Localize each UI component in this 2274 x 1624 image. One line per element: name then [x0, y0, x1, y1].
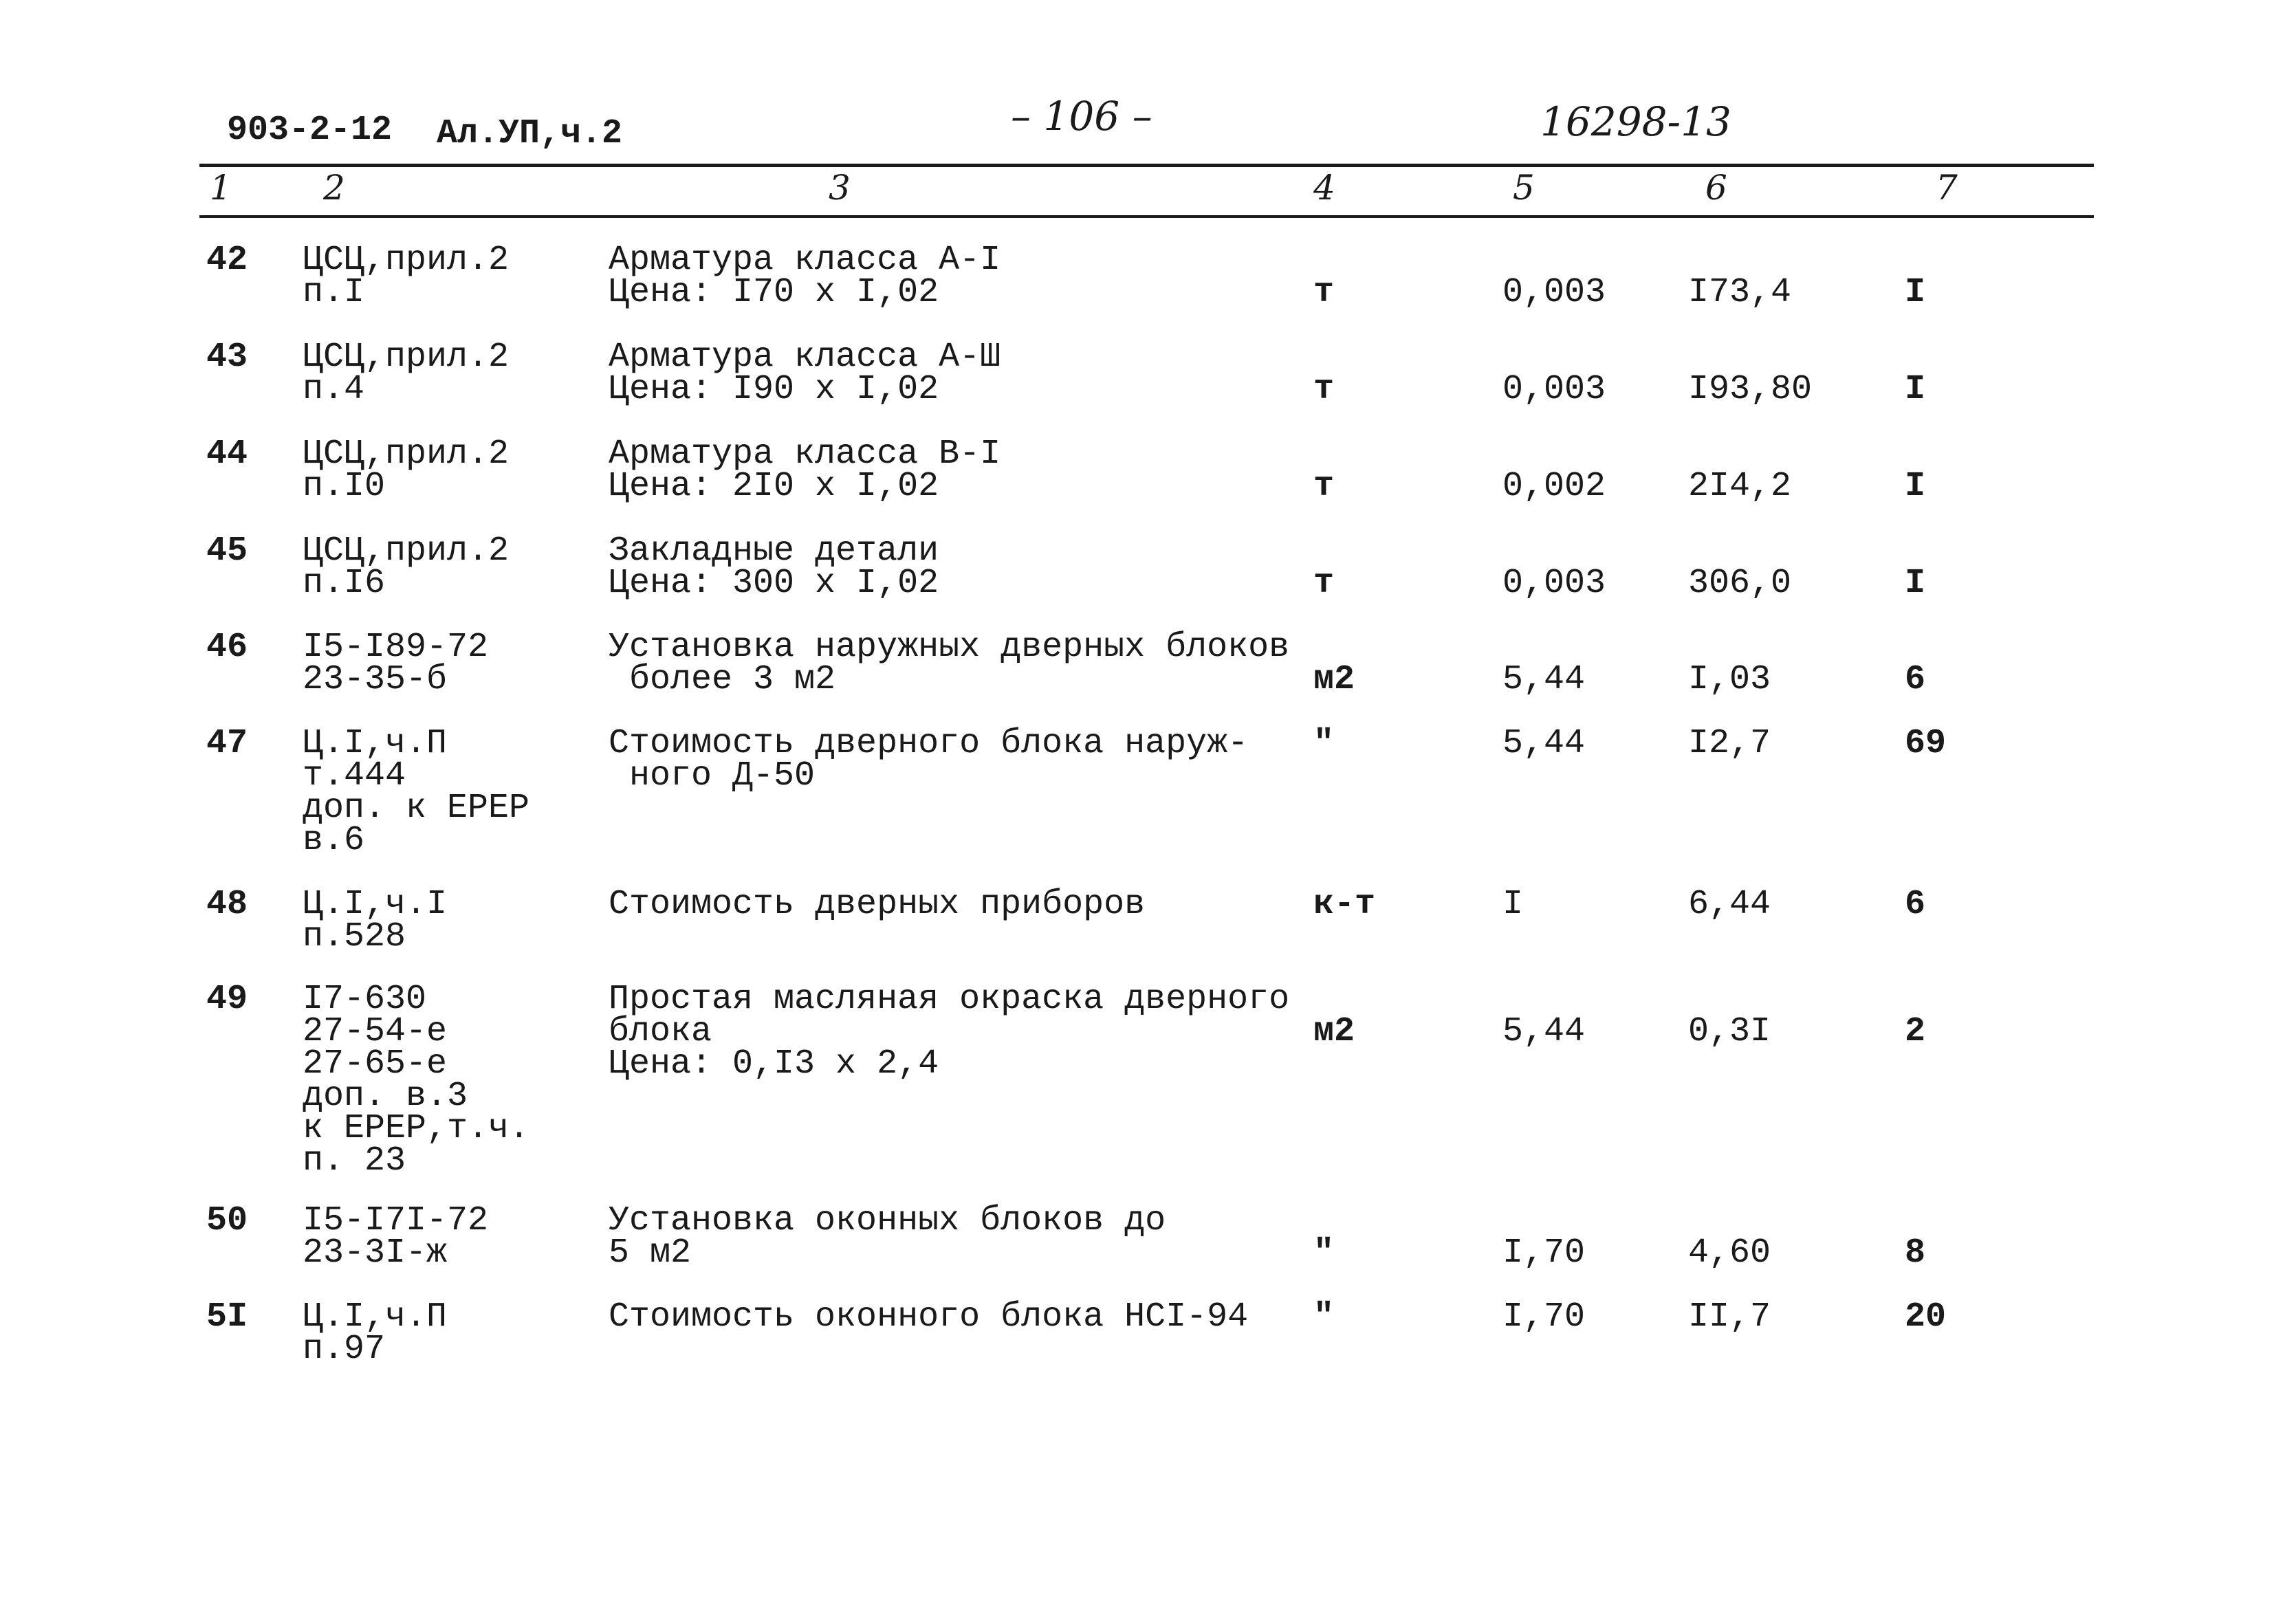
total-cost-cell: I — [1905, 467, 1926, 506]
quantity-cell: 0,003 — [1502, 370, 1606, 409]
quantity-cell: I,70 — [1502, 1233, 1586, 1273]
work-description-line: Арматура класса А-Ш — [609, 338, 1001, 377]
quantity-cell: 0,003 — [1502, 564, 1606, 603]
total-cost-cell: I — [1905, 370, 1926, 409]
row-number: 5I — [206, 1297, 248, 1337]
unit-price-cell: I2,7 — [1688, 724, 1771, 763]
unit-price-cell: II,7 — [1688, 1297, 1771, 1337]
work-description-line: более 3 м2 — [609, 660, 836, 699]
quantity-cell: 5,44 — [1502, 1012, 1586, 1051]
row-number: 47 — [206, 724, 248, 763]
total-cost-cell: 6 — [1905, 660, 1926, 699]
unit-cell: " — [1313, 724, 1335, 763]
total-cost-cell: 8 — [1905, 1233, 1926, 1273]
work-description-line: Арматура класса В-I — [609, 435, 1001, 474]
unit-cell: т — [1313, 564, 1335, 603]
unit-cell: к-т — [1313, 885, 1376, 924]
norm-reference-line: I7-630 — [303, 980, 427, 1019]
work-description-line: Стоимость дверного блока наруж- — [609, 724, 1249, 763]
norm-reference-line: ЦСЦ,прил.2 — [303, 241, 510, 280]
work-description-line: Арматура класса А-I — [609, 241, 1001, 280]
norm-reference-line: п.I — [303, 273, 365, 312]
norm-reference-line: 23-3I-ж — [303, 1233, 448, 1273]
unit-price-cell: 306,0 — [1688, 564, 1792, 603]
total-cost-cell: 6 — [1905, 885, 1926, 924]
work-description-line: Цена: I70 x I,02 — [609, 273, 939, 312]
norm-reference-line: т.444 — [303, 756, 406, 795]
norm-reference-line: п.I0 — [303, 467, 386, 506]
header-top-rule — [199, 164, 2094, 167]
work-description-line: Цена: 0,I3 x 2,4 — [609, 1044, 939, 1084]
column-number-6: 6 — [1705, 168, 1727, 208]
work-description-line: Простая масляная окраска дверного — [609, 980, 1290, 1019]
quantity-cell: I — [1502, 885, 1524, 924]
work-description-line: Цена: 2I0 x I,02 — [609, 467, 939, 506]
unit-price-cell: 6,44 — [1688, 885, 1771, 924]
norm-reference-line: п.4 — [303, 370, 365, 409]
norm-reference-line: доп. в.3 — [303, 1077, 468, 1116]
norm-reference-line: Ц.I,ч.I — [303, 885, 448, 924]
quantity-cell: 0,002 — [1502, 467, 1606, 506]
unit-price-cell: I,03 — [1688, 660, 1771, 699]
unit-price-cell: 2I4,2 — [1688, 467, 1792, 506]
norm-reference-line: ЦСЦ,прил.2 — [303, 338, 510, 377]
total-cost-cell: 20 — [1905, 1297, 1947, 1337]
unit-price-cell: I93,80 — [1688, 370, 1813, 409]
row-number: 43 — [206, 338, 248, 377]
work-description-line: Цена: I90 x I,02 — [609, 370, 939, 409]
quantity-cell: 5,44 — [1502, 724, 1586, 763]
album-ref: Ал.УП,ч.2 — [437, 114, 623, 153]
row-number: 50 — [206, 1201, 248, 1240]
norm-reference-line: п.97 — [303, 1330, 386, 1369]
row-number: 49 — [206, 980, 248, 1019]
norm-reference-line: 23-35-б — [303, 660, 448, 699]
page-number: – 106 – — [1011, 93, 1152, 140]
row-number: 48 — [206, 885, 248, 924]
row-number: 45 — [206, 531, 248, 571]
row-number: 46 — [206, 628, 248, 667]
column-number-7: 7 — [1936, 168, 1958, 208]
unit-cell: м2 — [1313, 1012, 1355, 1051]
quantity-cell: I,70 — [1502, 1297, 1586, 1337]
total-cost-cell: I — [1905, 273, 1926, 312]
work-description-line: 5 м2 — [609, 1233, 692, 1273]
total-cost-cell: 69 — [1905, 724, 1947, 763]
work-description-line: ного Д-50 — [609, 756, 816, 795]
norm-reference-line: I5-I89-72 — [303, 628, 489, 667]
norm-reference-line: 27-65-е — [303, 1044, 448, 1084]
doc-code: 903-2-12 — [227, 111, 393, 150]
work-description-line: Цена: 300 x I,02 — [609, 564, 939, 603]
column-number-3: 3 — [829, 168, 851, 208]
header-bottom-rule — [199, 215, 2094, 218]
work-description-line: Закладные детали — [609, 531, 939, 571]
unit-cell: т — [1313, 273, 1335, 312]
work-description-line: Стоимость дверных приборов — [609, 885, 1146, 924]
column-number-1: 1 — [210, 168, 232, 208]
norm-reference-line: в.6 — [303, 821, 365, 860]
norm-reference-line: Ц.I,ч.П — [303, 1297, 448, 1337]
norm-reference-line: доп. к ЕРЕР — [303, 789, 530, 828]
total-cost-cell: I — [1905, 564, 1926, 603]
work-description-line: Установка наружных дверных блоков — [609, 628, 1290, 667]
total-cost-cell: 2 — [1905, 1012, 1926, 1051]
work-description-line: Установка оконных блоков до — [609, 1201, 1166, 1240]
unit-cell: т — [1313, 467, 1335, 506]
norm-reference-line: п.I6 — [303, 564, 386, 603]
norm-reference-line: I5-I7I-72 — [303, 1201, 489, 1240]
norm-reference-line: ЦСЦ,прил.2 — [303, 435, 510, 474]
norm-reference-line: 27-54-е — [303, 1012, 448, 1051]
norm-reference-line: Ц.I,ч.П — [303, 724, 448, 763]
row-number: 44 — [206, 435, 248, 474]
unit-cell: " — [1313, 1233, 1335, 1273]
norm-reference-line: к ЕРЕР,т.ч. — [303, 1109, 530, 1148]
unit-cell: т — [1313, 370, 1335, 409]
work-description-line: Стоимость оконного блока НСI-94 — [609, 1297, 1249, 1337]
unit-cell: м2 — [1313, 660, 1355, 699]
unit-price-cell: 0,3I — [1688, 1012, 1771, 1051]
unit-price-cell: I73,4 — [1688, 273, 1792, 312]
inventory-number: 16298-13 — [1540, 98, 1731, 145]
column-number-5: 5 — [1513, 168, 1535, 208]
unit-price-cell: 4,60 — [1688, 1233, 1771, 1273]
column-number-4: 4 — [1313, 168, 1335, 208]
norm-reference-line: ЦСЦ,прил.2 — [303, 531, 510, 571]
norm-reference-line: п. 23 — [303, 1141, 406, 1181]
quantity-cell: 5,44 — [1502, 660, 1586, 699]
work-description-line: блока — [609, 1012, 712, 1051]
unit-cell: " — [1313, 1297, 1335, 1337]
norm-reference-line: п.528 — [303, 917, 406, 956]
quantity-cell: 0,003 — [1502, 273, 1606, 312]
row-number: 42 — [206, 241, 248, 280]
column-number-2: 2 — [323, 168, 345, 208]
